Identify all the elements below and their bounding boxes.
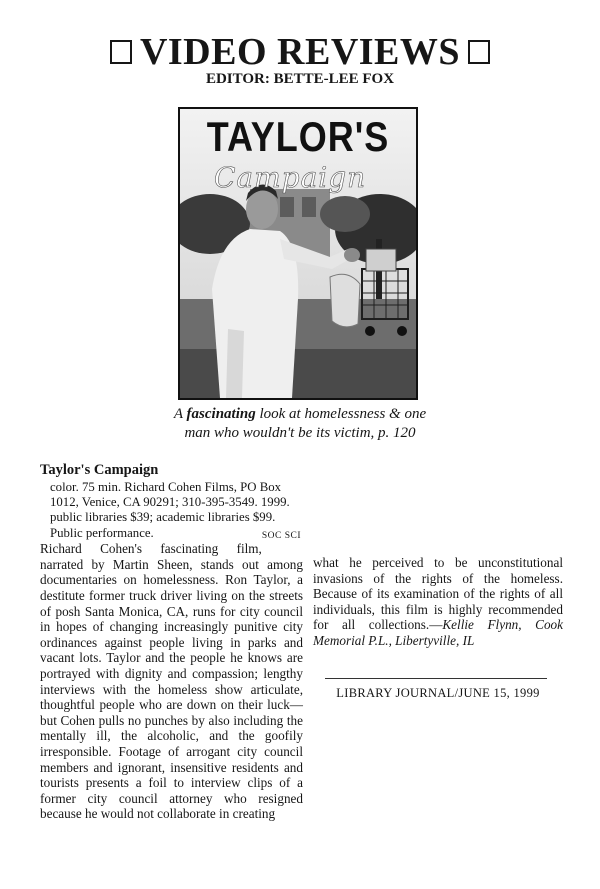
review-body-right: what he perceived to be unconstitutional invasions of the rights of the homeless. Because of its examination of the rights of all individuals, this film is highly recommended for all collections.— <box>313 555 563 633</box>
right-box-ornament <box>468 40 490 64</box>
review-title: Taylor's Campaign <box>40 462 159 478</box>
film-details-text: color. 75 min. Richard Cohen Films, PO Box 1012, Venice, CA 90291; 310-395-3549. 1999. public libraries $39; academic libraries $99. Public performance. <box>50 479 290 540</box>
editor-line: EDITOR: BETTE-LEE FOX <box>205 71 395 87</box>
caption-prefix: A <box>173 406 187 422</box>
section-title: VIDEO REVIEWS <box>139 31 461 73</box>
caption-emphasis: fascinating <box>186 406 256 422</box>
caption-line1: look at homelessness & one <box>255 406 427 422</box>
review-details <box>40 480 303 542</box>
reviewer-credit: Kellie Flynn, Cook Memorial P.L., Libertyville, IL <box>313 617 563 648</box>
journal-citation: LIBRARY JOURNAL/JUNE 15, 1999 <box>336 686 540 700</box>
caption-line2: man who wouldn't be its victim, p. 120 <box>184 425 416 441</box>
review-column-left <box>40 463 303 822</box>
left-box-ornament <box>110 40 132 64</box>
photo-caption <box>150 405 450 443</box>
photo-script-text: Campaign <box>214 161 367 194</box>
film-still-photo <box>178 107 418 400</box>
section-header <box>0 30 600 74</box>
review-body-left: Richard Cohen's fascinating film, narrated by Martin Sheen, stands out among documentaries on homelessness. Ron Taylor, a destitute former truck driver living on the streets of posh Santa Monica, CA, runs for city council in hopes of changing increasingly punitive city ordinances against people living in parks and vacant lots. Taylor and the people he knows are portrayed with dignity and compassion; lengthy interviews with the homeless show articulate, thoughtful people who are down on their luck—but Cohen pulls no punches by also including the mentally ill, the alcoholic, and the goofily irresponsible. Footage of arrogant city council members and ignorant, insensitive residents and tourists presents a foil to interview clips of a former city council attorney who resigned because he would not collaborate in creating <box>40 541 303 822</box>
subject-tag: SOC SCI <box>261 530 301 541</box>
photo-title-text: TAYLOR'S <box>206 113 390 161</box>
review-column-right <box>313 555 563 649</box>
footer-rule <box>325 678 547 679</box>
